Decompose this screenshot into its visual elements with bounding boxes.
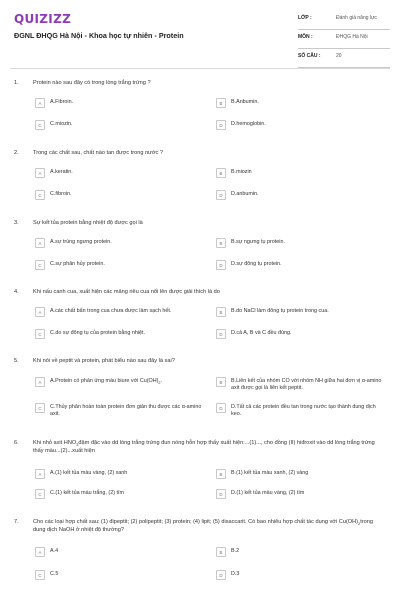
- option-text: D.3: [231, 571, 240, 577]
- answer-option-c[interactable]: [35, 404, 205, 418]
- option-text: A.Protein có phản ứng màu biure với $Cu(OH)_2$.: [50, 378, 163, 386]
- meta-label: LỚP :: [298, 15, 312, 21]
- meta-value: Đánh giá năng lực: [336, 15, 377, 21]
- option-letter-box: B: [216, 168, 226, 178]
- option-text: D.(1) kết tủa màu vàng, (2) tím: [231, 490, 305, 496]
- meta-label: SỐ CÂU :: [298, 53, 321, 59]
- answer-option-b[interactable]: [216, 548, 386, 557]
- question-text: Khi nhỏ axit $HNO_3đậm$ đặc vào dd lòng trắng trứng đun nóng hỗn hợp thấy xuất hiện:...(1)..., cho đồng (II) hiđroxit vào dd lòng trắng trứng thấy màu...(2)...xuất hiện: [33, 440, 375, 454]
- answer-option-a[interactable]: [35, 308, 205, 317]
- meta-row: [298, 51, 390, 68]
- option-text: B.Liên kết của nhóm CO với nhóm NH giữa hai đơn vị α-amino axit được gọi là liên kết peptit.: [231, 378, 382, 391]
- option-letter-box: A: [35, 547, 45, 557]
- option-text: D.hemoglobin.: [231, 121, 266, 127]
- question-text: Protein nào sau đây có trong lòng trắng trứng ?: [33, 80, 151, 86]
- answer-option-a[interactable]: [35, 169, 205, 178]
- option-text: A.(1) kết tủa màu vàng, (2) xanh: [50, 470, 128, 476]
- option-letter-box: D: [216, 489, 226, 499]
- option-letter-box: D: [216, 403, 226, 413]
- option-letter-box: A: [35, 168, 45, 178]
- question-number: 3.: [14, 220, 19, 226]
- option-letter-box: B: [216, 377, 226, 387]
- answer-option-a[interactable]: [35, 548, 205, 557]
- meta-value: 20: [336, 53, 342, 59]
- option-text: D.cả A, B và C đều đúng.: [231, 330, 292, 336]
- option-letter-box: D: [216, 570, 226, 580]
- option-letter-box: C: [35, 260, 45, 270]
- option-letter-box: C: [35, 489, 45, 499]
- quizizz-logo: QUIZIZZ: [14, 12, 72, 26]
- answer-option-b[interactable]: [216, 308, 386, 317]
- option-text: C.miozin.: [50, 121, 73, 127]
- option-text: D.anbumin.: [231, 191, 259, 197]
- option-text: B.do NaCl làm đông tụ protein trong cua.: [231, 308, 329, 314]
- option-letter-box: B: [216, 469, 226, 479]
- option-letter-box: A: [35, 469, 45, 479]
- answer-option-d[interactable]: [216, 121, 386, 130]
- option-text: D.sự đông tụ protein.: [231, 261, 282, 267]
- option-text: A.sự trùng ngưng protein.: [50, 239, 112, 245]
- meta-row: [298, 32, 390, 49]
- answer-option-b[interactable]: [216, 169, 386, 178]
- answer-option-d[interactable]: [216, 404, 386, 418]
- option-letter-box: D: [216, 120, 226, 130]
- meta-box: [298, 13, 390, 68]
- answer-option-c[interactable]: [35, 330, 205, 339]
- answer-option-c[interactable]: [35, 490, 205, 499]
- meta-value: ĐHQG Hà Nội: [336, 34, 368, 40]
- option-text: B.Anbumin.: [231, 99, 259, 105]
- option-letter-box: B: [216, 238, 226, 248]
- answer-option-a[interactable]: [35, 239, 205, 248]
- option-text: D.Tất cả các protein đều tan trong nước tạo thành dung dịch keo.: [231, 404, 376, 417]
- answer-option-b[interactable]: [216, 378, 386, 392]
- option-letter-box: C: [35, 403, 45, 413]
- option-letter-box: D: [216, 329, 226, 339]
- option-text: C.sự phân hủy protein.: [50, 261, 105, 267]
- option-letter-box: B: [216, 98, 226, 108]
- question-text: Sự kết tủa protein bằng nhiệt độ được gọi là: [33, 220, 143, 226]
- option-letter-box: A: [35, 307, 45, 317]
- option-letter-box: C: [35, 190, 45, 200]
- answer-option-c[interactable]: [35, 571, 205, 580]
- option-letter-box: D: [216, 260, 226, 270]
- answer-option-d[interactable]: [216, 261, 386, 270]
- question-text: Khi nói về peptit và protein, phát biểu nào sau đây là sai?: [33, 358, 175, 364]
- option-text: B.2: [231, 548, 240, 554]
- question-number: 2.: [14, 150, 19, 156]
- answer-option-c[interactable]: [35, 191, 205, 200]
- option-text: A.Fibroin.: [50, 99, 74, 105]
- answer-option-d[interactable]: [216, 330, 386, 339]
- meta-row: [298, 13, 390, 30]
- question-text: Trong các chất sau, chất nào tan được trong nước ?: [33, 150, 163, 156]
- option-letter-box: A: [35, 238, 45, 248]
- option-letter-box: B: [216, 307, 226, 317]
- question-number: 4.: [14, 289, 19, 295]
- answer-option-d[interactable]: [216, 490, 386, 499]
- question-text: Cho các loại hợp chất sau: (1) đipeptit; (2) polipeptit; (3) protein; (4) lipit; (5) disaccarit. Có bao nhiêu hợp chất tác dụng với $Cu(OH)_2trong$ dung dịch NaOH ở nhiệt độ thường?: [33, 519, 373, 533]
- question-number: 6.: [14, 440, 19, 446]
- option-text: B.(1) kết tủa màu xanh, (2) vàng: [231, 470, 309, 476]
- option-text: C.do sự đông tụ của protein bằng nhiệt.: [50, 330, 146, 336]
- option-text: A.keratin.: [50, 169, 73, 175]
- option-text: C.Thủy phân hoàn toàn protein đơn giản thu được các α-amino axit.: [50, 404, 202, 417]
- option-text: A.4: [50, 548, 59, 554]
- option-letter-box: B: [216, 547, 226, 557]
- option-letter-box: A: [35, 377, 45, 387]
- option-text: C.fibroin.: [50, 191, 72, 197]
- option-letter-box: C: [35, 120, 45, 130]
- answer-option-c[interactable]: [35, 121, 205, 130]
- answer-option-b[interactable]: [216, 470, 386, 479]
- answer-option-b[interactable]: [216, 99, 386, 108]
- option-letter-box: C: [35, 570, 45, 580]
- answer-option-a[interactable]: [35, 378, 205, 387]
- answer-option-b[interactable]: [216, 239, 386, 248]
- question-number: 7.: [14, 519, 19, 525]
- option-letter-box: D: [216, 190, 226, 200]
- answer-option-d[interactable]: [216, 571, 386, 580]
- option-text: C.5: [50, 571, 59, 577]
- question-number: 1.: [14, 80, 19, 86]
- answer-option-c[interactable]: [35, 261, 205, 270]
- answer-option-a[interactable]: [35, 99, 205, 108]
- worksheet-title: ĐGNL ĐHQG Hà Nội - Khoa học tự nhiên - Protein: [14, 31, 184, 40]
- option-text: B.miozin: [231, 169, 252, 175]
- option-text: C.(1) kết tủa màu trắng, (2) tím: [50, 490, 124, 496]
- option-letter-box: C: [35, 329, 45, 339]
- option-letter-box: A: [35, 98, 45, 108]
- option-text: B.sự ngưng tụ protein.: [231, 239, 285, 245]
- answer-option-d[interactable]: [216, 191, 386, 200]
- question-number: 5.: [14, 358, 19, 364]
- meta-label: MÔN :: [298, 34, 313, 40]
- question-text: Khi nấu canh cua, xuất hiện các mảng riêu cua nổi lên được giải thích là do: [33, 289, 220, 295]
- header-divider: [10, 68, 390, 69]
- answer-option-a[interactable]: [35, 470, 205, 479]
- option-text: A.các chất bẩn trong cua chưa được làm sạch hết.: [50, 308, 172, 314]
